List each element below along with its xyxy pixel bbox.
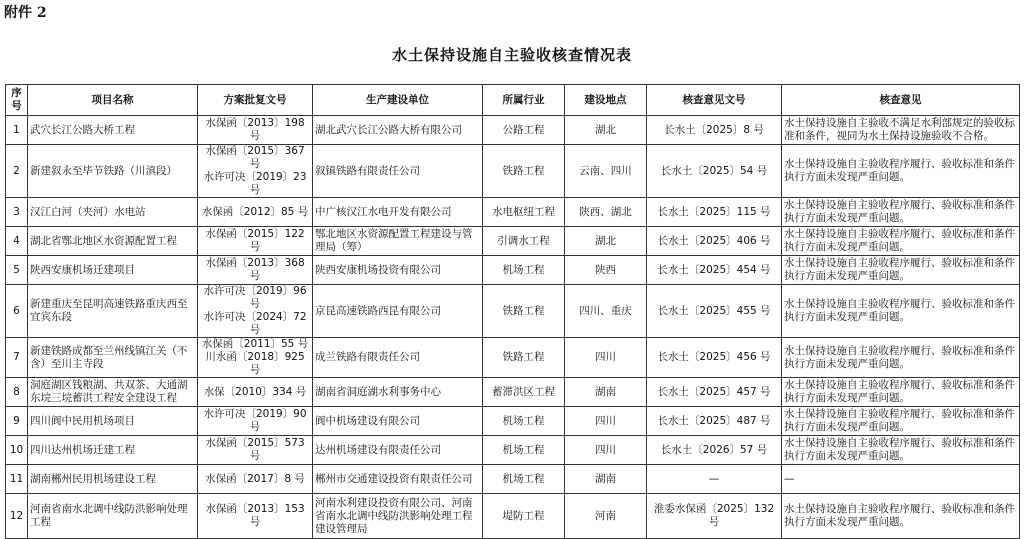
cell-project-name: 陕西安康机场迁建项目 <box>28 256 198 285</box>
cell-check-opinion: 水土保持设施自主验收程序履行、验收标准和条件执行方面未发现严重问题。 <box>782 256 1020 285</box>
cell-row-no: 7 <box>6 338 28 378</box>
header-row <box>6 85 1020 116</box>
cell-industry: 蓄滞洪区工程 <box>483 378 565 407</box>
cell-project-name: 汉江白河（夹河）水电站 <box>28 198 198 227</box>
cell-row-no: 4 <box>6 227 28 256</box>
table-row <box>6 285 1020 338</box>
cell-industry: 机场工程 <box>483 256 565 285</box>
cell-check-number: 长水土〔2025〕455 号 <box>647 285 782 338</box>
table-row <box>6 494 1020 539</box>
cell-construction-unit: 中广核汉江水电开发有限公司 <box>313 198 483 227</box>
cell-industry: 公路工程 <box>483 116 565 145</box>
cell-approval-number: 水许可决〔2019〕90 号 <box>198 407 313 436</box>
header-check-number: 核查意见文号 <box>647 85 782 116</box>
cell-check-number: 长水土〔2025〕454 号 <box>647 256 782 285</box>
cell-project-name: 湖北省鄂北地区水资源配置工程 <box>28 227 198 256</box>
cell-project-name: 湖南郴州民用机场建设工程 <box>28 465 198 494</box>
cell-industry: 水电枢纽工程 <box>483 198 565 227</box>
cell-construction-unit: 成兰铁路有限责任公司 <box>313 338 483 378</box>
cell-location: 云南、四川 <box>565 145 647 198</box>
cell-location: 湖南 <box>565 465 647 494</box>
cell-check-number: 长水土〔2026〕57 号 <box>647 436 782 465</box>
cell-location: 四川 <box>565 436 647 465</box>
cell-approval-number: 水保〔2010〕334 号 <box>198 378 313 407</box>
cell-check-opinion: 水土保持设施自主验收程序履行、验收标准和条件执行方面未发现严重问题。 <box>782 436 1020 465</box>
cell-check-opinion: 水土保持设施自主验收程序履行、验收标准和条件执行方面未发现严重问题。 <box>782 407 1020 436</box>
cell-construction-unit: 鄂北地区水资源配置工程建设与管理局（筹） <box>313 227 483 256</box>
cell-check-opinion: 水土保持设施自主验收程序履行、验收标准和条件执行方面未发现严重问题。 <box>782 285 1020 338</box>
cell-location: 湖北 <box>565 227 647 256</box>
cell-row-no: 2 <box>6 145 28 198</box>
cell-project-name: 新建铁路成都至兰州线镇江关（不含）至川主寺段 <box>28 338 198 378</box>
cell-project-name: 新建重庆至昆明高速铁路重庆西至宜宾东段 <box>28 285 198 338</box>
cell-check-number: 长水土〔2025〕456 号 <box>647 338 782 378</box>
cell-check-opinion: 水土保持设施自主验收程序履行、验收标准和条件执行方面未发现严重问题。 <box>782 145 1020 198</box>
cell-check-number: 淮委水保函〔2025〕132 号 <box>647 494 782 539</box>
table-row <box>6 338 1020 378</box>
table-row <box>6 116 1020 145</box>
cell-industry: 引调水工程 <box>483 227 565 256</box>
header-approval-number: 方案批复文号 <box>198 85 313 116</box>
cell-construction-unit: 郴州市交通建设投资有限责任公司 <box>313 465 483 494</box>
cell-check-opinion: 水土保持设施自主验收程序履行、验收标准和条件执行方面未发现严重问题。 <box>782 227 1020 256</box>
cell-location: 四川、重庆 <box>565 285 647 338</box>
table-row <box>6 407 1020 436</box>
cell-location: 陕西 <box>565 256 647 285</box>
cell-approval-number: 水许可决〔2019〕96 号 水许可决〔2024〕72 号 <box>198 285 313 338</box>
cell-project-name: 河南省南水北调中线防洪影响处理工程 <box>28 494 198 539</box>
header-check-opinion: 核查意见 <box>782 85 1020 116</box>
cell-check-opinion: 水土保持设施自主验收程序履行、验收标准和条件执行方面未发现严重问题。 <box>782 494 1020 539</box>
cell-check-opinion: — <box>782 465 1020 494</box>
cell-row-no: 11 <box>6 465 28 494</box>
cell-check-opinion: 水土保持设施自主验收程序履行、验收标准和条件执行方面未发现严重问题。 <box>782 338 1020 378</box>
cell-row-no: 10 <box>6 436 28 465</box>
cell-row-no: 8 <box>6 378 28 407</box>
cell-check-opinion: 水土保持设施自主验收程序履行、验收标准和条件执行方面未发现严重问题。 <box>782 378 1020 407</box>
cell-check-number: 长水土〔2025〕406 号 <box>647 227 782 256</box>
cell-row-no: 6 <box>6 285 28 338</box>
cell-construction-unit: 河南水利建设投资有限公司、河南省南水北调中线防洪影响处理工程建设管理局 <box>313 494 483 539</box>
cell-approval-number: 水保函〔2013〕153 号 <box>198 494 313 539</box>
table-row <box>6 145 1020 198</box>
cell-construction-unit: 叙镇铁路有限责任公司 <box>313 145 483 198</box>
table-row <box>6 465 1020 494</box>
header-project-name: 项目名称 <box>28 85 198 116</box>
cell-approval-number: 水保函〔2013〕368 号 <box>198 256 313 285</box>
table-row <box>6 198 1020 227</box>
table-row <box>6 256 1020 285</box>
cell-approval-number: 水保函〔2013〕198 号 <box>198 116 313 145</box>
acceptance-check-table <box>5 84 1020 539</box>
cell-row-no: 9 <box>6 407 28 436</box>
cell-approval-number: 水保函〔2015〕367 号 水许可决〔2019〕23 号 <box>198 145 313 198</box>
cell-location: 陕西、湖北 <box>565 198 647 227</box>
cell-industry: 铁路工程 <box>483 145 565 198</box>
cell-row-no: 5 <box>6 256 28 285</box>
cell-row-no: 1 <box>6 116 28 145</box>
cell-check-number: — <box>647 465 782 494</box>
header-no: 序号 <box>6 85 28 116</box>
cell-check-number: 长水土〔2025〕457 号 <box>647 378 782 407</box>
table-row <box>6 227 1020 256</box>
cell-construction-unit: 陕西安康机场投资有限公司 <box>313 256 483 285</box>
cell-location: 四川 <box>565 338 647 378</box>
cell-project-name: 新建叙永至毕节铁路（川滇段） <box>28 145 198 198</box>
cell-check-opinion: 水土保持设施自主验收不满足水利部规定的验收标准和条件，视同为水土保持设施验收不合格。 <box>782 116 1020 145</box>
cell-industry: 堤防工程 <box>483 494 565 539</box>
table-row <box>6 378 1020 407</box>
cell-project-name: 洞庭湖区钱粮湖、共双茶、大通湖东垸三垸蓄洪工程安全建设工程 <box>28 378 198 407</box>
cell-row-no: 12 <box>6 494 28 539</box>
cell-construction-unit: 京昆高速铁路西昆有限公司 <box>313 285 483 338</box>
header-location: 建设地点 <box>565 85 647 116</box>
cell-project-name: 四川达州机场迁建工程 <box>28 436 198 465</box>
header-construction-unit: 生产建设单位 <box>313 85 483 116</box>
cell-construction-unit: 湖南省洞庭湖水利事务中心 <box>313 378 483 407</box>
cell-construction-unit: 达州机场建设有限责任公司 <box>313 436 483 465</box>
cell-check-number: 长水土〔2025〕487 号 <box>647 407 782 436</box>
cell-approval-number: 水保函〔2015〕573 号 <box>198 436 313 465</box>
cell-industry: 铁路工程 <box>483 285 565 338</box>
cell-approval-number: 水保函〔2017〕8 号 <box>198 465 313 494</box>
cell-check-opinion: 水土保持设施自主验收程序履行、验收标准和条件执行方面未发现严重问题。 <box>782 198 1020 227</box>
cell-industry: 铁路工程 <box>483 338 565 378</box>
cell-approval-number: 水保函〔2012〕85 号 <box>198 198 313 227</box>
cell-check-number: 长水土〔2025〕8 号 <box>647 116 782 145</box>
cell-industry: 机场工程 <box>483 465 565 494</box>
cell-location: 河南 <box>565 494 647 539</box>
cell-project-name: 四川阆中民用机场项目 <box>28 407 198 436</box>
header-industry: 所属行业 <box>483 85 565 116</box>
cell-check-number: 长水土〔2025〕115 号 <box>647 198 782 227</box>
attachment-label: 附件 2 <box>4 5 47 21</box>
table-row <box>6 436 1020 465</box>
table-title: 水土保持设施自主验收核查情况表 <box>391 46 632 64</box>
cell-location: 湖北 <box>565 116 647 145</box>
cell-check-number: 长水土〔2025〕54 号 <box>647 145 782 198</box>
cell-construction-unit: 湖北武穴长江公路大桥有限公司 <box>313 116 483 145</box>
cell-industry: 机场工程 <box>483 407 565 436</box>
cell-approval-number: 水保函〔2015〕122 号 <box>198 227 313 256</box>
cell-project-name: 武穴长江公路大桥工程 <box>28 116 198 145</box>
cell-approval-number: 水保函〔2011〕55 号 川水函〔2018〕925 号 <box>198 338 313 378</box>
cell-row-no: 3 <box>6 198 28 227</box>
cell-location: 湖南 <box>565 378 647 407</box>
cell-industry: 机场工程 <box>483 436 565 465</box>
cell-location: 四川 <box>565 407 647 436</box>
cell-construction-unit: 阆中机场建设有限公司 <box>313 407 483 436</box>
